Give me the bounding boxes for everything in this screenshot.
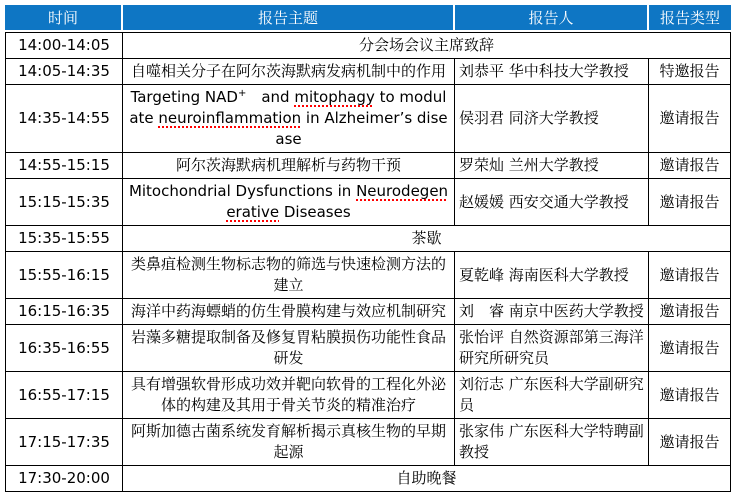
topic-cell: [123, 325, 455, 372]
topic-text: Targeting NAD: [130, 88, 238, 106]
table-row: [5, 85, 731, 153]
type-cell: 邀请报告: [649, 299, 731, 325]
topic-text: 类鼻疽检测生物标志物的筛选与快速检测方法的建立: [130, 255, 446, 294]
header-row: [5, 5, 731, 32]
time-cell: 14:00-14:05: [5, 32, 123, 59]
time-cell: 15:55-16:15: [5, 252, 123, 299]
topic-text: 具有增强软骨形成功效并靶向软骨的工程化外泌体的构建及其用于骨关节炎的精准治疗: [130, 375, 446, 414]
time-cell: 17:30-20:00: [5, 466, 123, 492]
speaker-cell: 刘 睿 南京中医药大学教授: [455, 299, 649, 325]
column-header-0: 时间: [5, 5, 123, 32]
time-cell: 17:15-17:35: [5, 419, 123, 466]
topic-text: to modulate: [129, 88, 447, 127]
type-cell: 邀请报告: [649, 153, 731, 179]
speaker-cell: 夏乾峰 海南医科大学教授: [455, 252, 649, 299]
topic-cell: [123, 252, 455, 299]
time-cell: 16:55-17:15: [5, 372, 123, 419]
topic-cell: [123, 59, 455, 85]
time-cell: 15:35-15:55: [5, 226, 123, 252]
time-cell: 15:15-15:35: [5, 179, 123, 226]
speaker-cell: 刘衍志 广东医科大学副研究员: [455, 372, 649, 419]
table-body: [5, 32, 731, 492]
type-cell: 邀请报告: [649, 372, 731, 419]
topic-cell: [123, 419, 455, 466]
type-cell: 邀请报告: [649, 325, 731, 372]
table-header: [5, 5, 731, 32]
topic-cell: [123, 153, 455, 179]
table-row: [5, 59, 731, 85]
superscript: +: [237, 88, 247, 99]
topic-cell: [123, 32, 731, 59]
topic-text: and: [246, 88, 295, 106]
topic-cell: [123, 372, 455, 419]
time-cell: 16:15-16:35: [5, 299, 123, 325]
table-row: [5, 466, 731, 492]
type-cell: 邀请报告: [649, 179, 731, 226]
column-header-1: 报告主题: [123, 5, 455, 32]
topic-cell: [123, 466, 731, 492]
table-row: [5, 372, 731, 419]
topic-cell: [123, 299, 455, 325]
table-row: [5, 226, 731, 252]
topic-text: 自助晚餐: [396, 469, 457, 487]
topic-cell: [123, 226, 731, 252]
speaker-cell: 赵媛媛 西安交通大学教授: [455, 179, 649, 226]
misspelled-word: mitophagy: [294, 88, 375, 106]
table-row: [5, 419, 731, 466]
topic-cell: [123, 179, 455, 226]
topic-text: 岩藻多糖提取制备及修复胃粘膜损伤功能性食品研发: [130, 328, 446, 367]
topic-text: 茶歇: [411, 229, 442, 247]
table-row: [5, 179, 731, 226]
misspelled-word: Neurodegenerative: [226, 182, 449, 221]
type-cell: 特邀报告: [649, 59, 731, 85]
topic-cell: [123, 85, 455, 153]
misspelled-word: neuroinflammation: [158, 109, 302, 127]
topic-text: 阿尔茨海默病机理解析与药物干预: [175, 156, 401, 174]
column-header-2: 报告人: [455, 5, 649, 32]
time-cell: 16:35-16:55: [5, 325, 123, 372]
table-row: [5, 299, 731, 325]
column-header-3: 报告类型: [649, 5, 731, 32]
type-cell: 邀请报告: [649, 252, 731, 299]
conference-schedule: [5, 5, 731, 492]
speaker-cell: 张家伟 广东医科大学特聘副教授: [455, 419, 649, 466]
type-cell: 邀请报告: [649, 419, 731, 466]
schedule-table: [5, 5, 731, 492]
topic-text: 分会场会议主席致辞: [358, 36, 494, 54]
time-cell: 14:35-14:55: [5, 85, 123, 153]
table-row: [5, 325, 731, 372]
topic-text: 自噬相关分子在阿尔茨海默病发病机制中的作用: [130, 62, 446, 80]
topic-text: 阿斯加德古菌系统发育解析揭示真核生物的早期起源: [130, 422, 446, 461]
topic-text: Diseases: [279, 203, 351, 221]
time-cell: 14:05-14:35: [5, 59, 123, 85]
type-cell: 邀请报告: [649, 85, 731, 153]
topic-text: 海洋中药海螵蛸的仿生骨膜构建与效应机制研究: [130, 302, 446, 320]
time-cell: 14:55-15:15: [5, 153, 123, 179]
topic-text: Mitochondrial Dysfunctions in: [128, 182, 357, 200]
table-row: [5, 153, 731, 179]
speaker-cell: 罗荣灿 兰州大学教授: [455, 153, 649, 179]
speaker-cell: 刘恭平 华中科技大学教授: [455, 59, 649, 85]
topic-text: in Alzheimer’s disease: [275, 109, 448, 148]
table-row: [5, 32, 731, 59]
speaker-cell: 张怡评 自然资源部第三海洋研究所研究员: [455, 325, 649, 372]
speaker-cell: 侯羽君 同济大学教授: [455, 85, 649, 153]
table-row: [5, 252, 731, 299]
